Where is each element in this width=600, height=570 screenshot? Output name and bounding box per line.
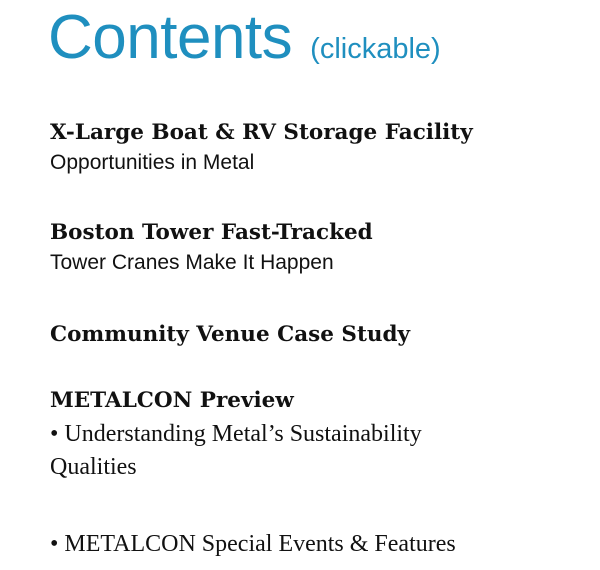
toc-entry-title: Community Venue Case Study [50, 322, 411, 347]
toc-link-boat-rv-storage[interactable] [50, 118, 590, 178]
toc-link-community-venue[interactable] [50, 320, 590, 350]
bullet-text-line2: Qualities [50, 454, 137, 480]
toc-link-metalcon-preview[interactable] [50, 386, 590, 416]
contents-header [48, 2, 441, 73]
bullet-text-line1: • METALCON Special Events & Features [50, 531, 456, 557]
toc-entry-subtitle: Opportunities in Metal [50, 151, 255, 174]
toc-entry-subtitle: Tower Cranes Make It Happen [50, 251, 334, 274]
bullet-text-line1: • Understanding Metal’s Sustainability [50, 421, 422, 447]
page-subtitle: (clickable) [310, 33, 441, 65]
toc-entry-title: METALCON Preview [50, 388, 294, 413]
toc-entry-title: Boston Tower Fast-Tracked [50, 220, 373, 245]
table-of-contents [50, 118, 590, 561]
toc-link-metal-sustainability[interactable] [50, 418, 590, 484]
toc-entry-title: X-Large Boat & RV Storage Facility [50, 120, 473, 145]
toc-link-boston-tower[interactable] [50, 218, 590, 278]
toc-link-metalcon-special-events[interactable] [50, 528, 590, 561]
page-title: Contents [48, 3, 293, 72]
